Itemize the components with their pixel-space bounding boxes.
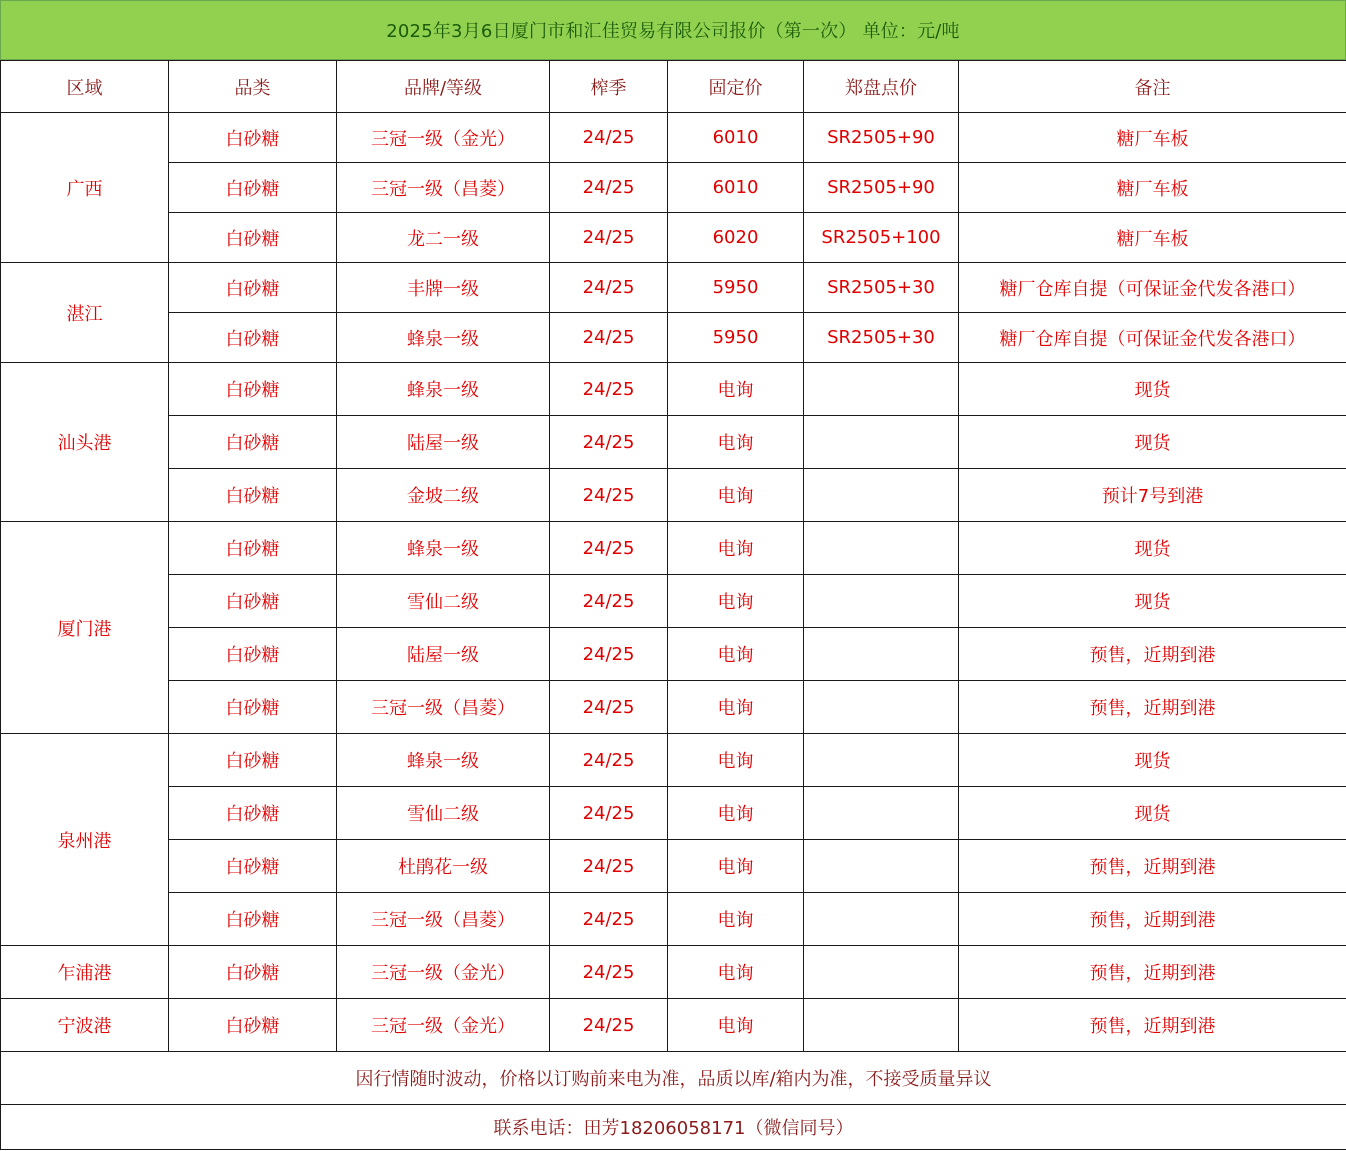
price-cell: 6020 bbox=[668, 213, 804, 263]
season-cell: 24/25 bbox=[550, 263, 668, 313]
disclaimer-note: 因行情随时波动，价格以订购前来电为准，品质以库/箱内为准，不接受质量异议 bbox=[1, 1052, 1346, 1105]
category-cell: 白砂糖 bbox=[169, 113, 337, 163]
region-cell: 泉州港 bbox=[1, 734, 169, 946]
price-cell: 电询 bbox=[668, 628, 804, 681]
note-cell: 预计7号到港 bbox=[959, 469, 1346, 522]
table-row bbox=[1, 469, 1346, 522]
price-cell: 电询 bbox=[668, 469, 804, 522]
table-row bbox=[1, 522, 1346, 575]
column-header-note: 备注 bbox=[959, 61, 1346, 113]
note-cell: 现货 bbox=[959, 522, 1346, 575]
table-row bbox=[1, 263, 1346, 313]
brand-cell: 蜂泉一级 bbox=[337, 522, 550, 575]
category-cell: 白砂糖 bbox=[169, 416, 337, 469]
table-row bbox=[1, 416, 1346, 469]
table-row bbox=[1, 681, 1346, 734]
table-body bbox=[1, 113, 1346, 1052]
brand-cell: 蜂泉一级 bbox=[337, 734, 550, 787]
column-header-futures: 郑盘点价 bbox=[804, 61, 959, 113]
category-cell: 白砂糖 bbox=[169, 522, 337, 575]
brand-cell: 三冠一级（金光） bbox=[337, 946, 550, 999]
category-cell: 白砂糖 bbox=[169, 363, 337, 416]
category-cell: 白砂糖 bbox=[169, 575, 337, 628]
price-cell: 电询 bbox=[668, 893, 804, 946]
region-cell: 广西 bbox=[1, 113, 169, 263]
futures-cell bbox=[804, 999, 959, 1052]
category-cell: 白砂糖 bbox=[169, 999, 337, 1052]
table-row bbox=[1, 313, 1346, 363]
table-row bbox=[1, 628, 1346, 681]
futures-cell bbox=[804, 893, 959, 946]
futures-cell bbox=[804, 787, 959, 840]
brand-cell: 三冠一级（昌菱） bbox=[337, 163, 550, 213]
header-row bbox=[1, 61, 1346, 113]
note-cell: 预售，近期到港 bbox=[959, 946, 1346, 999]
season-cell: 24/25 bbox=[550, 628, 668, 681]
table-row bbox=[1, 946, 1346, 999]
region-cell: 宁波港 bbox=[1, 999, 169, 1052]
price-cell: 电询 bbox=[668, 840, 804, 893]
brand-cell: 龙二一级 bbox=[337, 213, 550, 263]
futures-cell bbox=[804, 575, 959, 628]
season-cell: 24/25 bbox=[550, 416, 668, 469]
season-cell: 24/25 bbox=[550, 681, 668, 734]
season-cell: 24/25 bbox=[550, 787, 668, 840]
price-cell: 5950 bbox=[668, 313, 804, 363]
page-title: 2025年3月6日厦门市和汇佳贸易有限公司报价（第一次） 单位：元/吨 bbox=[0, 0, 1346, 60]
table-row bbox=[1, 787, 1346, 840]
price-cell: 6010 bbox=[668, 113, 804, 163]
category-cell: 白砂糖 bbox=[169, 263, 337, 313]
price-cell: 5950 bbox=[668, 263, 804, 313]
category-cell: 白砂糖 bbox=[169, 840, 337, 893]
season-cell: 24/25 bbox=[550, 113, 668, 163]
category-cell: 白砂糖 bbox=[169, 734, 337, 787]
price-cell: 电询 bbox=[668, 681, 804, 734]
brand-cell: 三冠一级（金光） bbox=[337, 999, 550, 1052]
category-cell: 白砂糖 bbox=[169, 628, 337, 681]
note-cell: 现货 bbox=[959, 575, 1346, 628]
futures-cell bbox=[804, 469, 959, 522]
column-header-season: 榨季 bbox=[550, 61, 668, 113]
region-cell: 湛江 bbox=[1, 263, 169, 363]
season-cell: 24/25 bbox=[550, 575, 668, 628]
note-cell: 糖厂车板 bbox=[959, 213, 1346, 263]
futures-cell bbox=[804, 363, 959, 416]
futures-cell bbox=[804, 522, 959, 575]
brand-cell: 陆屋一级 bbox=[337, 416, 550, 469]
price-cell: 电询 bbox=[668, 416, 804, 469]
category-cell: 白砂糖 bbox=[169, 213, 337, 263]
region-cell: 厦门港 bbox=[1, 522, 169, 734]
brand-cell: 杜鹃花一级 bbox=[337, 840, 550, 893]
futures-cell bbox=[804, 946, 959, 999]
table-row bbox=[1, 363, 1346, 416]
futures-cell bbox=[804, 734, 959, 787]
note-cell: 现货 bbox=[959, 416, 1346, 469]
futures-cell: SR2505+90 bbox=[804, 163, 959, 213]
season-cell: 24/25 bbox=[550, 313, 668, 363]
futures-cell: SR2505+90 bbox=[804, 113, 959, 163]
brand-cell: 蜂泉一级 bbox=[337, 313, 550, 363]
note-cell: 糖厂车板 bbox=[959, 163, 1346, 213]
category-cell: 白砂糖 bbox=[169, 681, 337, 734]
category-cell: 白砂糖 bbox=[169, 946, 337, 999]
note-cell: 预售，近期到港 bbox=[959, 628, 1346, 681]
price-cell: 电询 bbox=[668, 999, 804, 1052]
note-cell: 现货 bbox=[959, 363, 1346, 416]
season-cell: 24/25 bbox=[550, 946, 668, 999]
note-cell: 预售，近期到港 bbox=[959, 893, 1346, 946]
futures-cell bbox=[804, 840, 959, 893]
note-cell: 现货 bbox=[959, 734, 1346, 787]
table-row bbox=[1, 840, 1346, 893]
brand-cell: 雪仙二级 bbox=[337, 787, 550, 840]
price-table bbox=[0, 60, 1346, 1150]
note-cell: 预售，近期到港 bbox=[959, 999, 1346, 1052]
season-cell: 24/25 bbox=[550, 522, 668, 575]
category-cell: 白砂糖 bbox=[169, 787, 337, 840]
season-cell: 24/25 bbox=[550, 999, 668, 1052]
column-header-category: 品类 bbox=[169, 61, 337, 113]
note-cell: 预售，近期到港 bbox=[959, 681, 1346, 734]
table-row bbox=[1, 213, 1346, 263]
season-cell: 24/25 bbox=[550, 213, 668, 263]
region-cell: 乍浦港 bbox=[1, 946, 169, 999]
season-cell: 24/25 bbox=[550, 163, 668, 213]
price-cell: 6010 bbox=[668, 163, 804, 213]
table-row bbox=[1, 163, 1346, 213]
brand-cell: 陆屋一级 bbox=[337, 628, 550, 681]
brand-cell: 金坡二级 bbox=[337, 469, 550, 522]
category-cell: 白砂糖 bbox=[169, 163, 337, 213]
season-cell: 24/25 bbox=[550, 734, 668, 787]
futures-cell bbox=[804, 416, 959, 469]
note-cell: 糖厂仓库自提（可保证金代发各港口） bbox=[959, 313, 1346, 363]
season-cell: 24/25 bbox=[550, 893, 668, 946]
table-row bbox=[1, 734, 1346, 787]
price-cell: 电询 bbox=[668, 734, 804, 787]
price-cell: 电询 bbox=[668, 522, 804, 575]
contact-info: 联系电话：田芳18206058171（微信同号） bbox=[1, 1105, 1346, 1150]
futures-cell bbox=[804, 681, 959, 734]
price-cell: 电询 bbox=[668, 363, 804, 416]
note-cell: 现货 bbox=[959, 787, 1346, 840]
column-header-region: 区域 bbox=[1, 61, 169, 113]
category-cell: 白砂糖 bbox=[169, 893, 337, 946]
price-cell: 电询 bbox=[668, 787, 804, 840]
brand-cell: 丰牌一级 bbox=[337, 263, 550, 313]
brand-cell: 三冠一级（昌菱） bbox=[337, 893, 550, 946]
futures-cell bbox=[804, 628, 959, 681]
category-cell: 白砂糖 bbox=[169, 313, 337, 363]
brand-cell: 雪仙二级 bbox=[337, 575, 550, 628]
brand-cell: 三冠一级（金光） bbox=[337, 113, 550, 163]
table-row bbox=[1, 999, 1346, 1052]
column-header-price: 固定价 bbox=[668, 61, 804, 113]
season-cell: 24/25 bbox=[550, 469, 668, 522]
price-cell: 电询 bbox=[668, 575, 804, 628]
table-row bbox=[1, 893, 1346, 946]
season-cell: 24/25 bbox=[550, 363, 668, 416]
region-cell: 汕头港 bbox=[1, 363, 169, 522]
note-cell: 糖厂车板 bbox=[959, 113, 1346, 163]
season-cell: 24/25 bbox=[550, 840, 668, 893]
note-cell: 预售，近期到港 bbox=[959, 840, 1346, 893]
brand-cell: 蜂泉一级 bbox=[337, 363, 550, 416]
category-cell: 白砂糖 bbox=[169, 469, 337, 522]
table-row bbox=[1, 113, 1346, 163]
column-header-brand: 品牌/等级 bbox=[337, 61, 550, 113]
futures-cell: SR2505+30 bbox=[804, 263, 959, 313]
note-cell: 糖厂仓库自提（可保证金代发各港口） bbox=[959, 263, 1346, 313]
table-row bbox=[1, 575, 1346, 628]
futures-cell: SR2505+100 bbox=[804, 213, 959, 263]
price-cell: 电询 bbox=[668, 946, 804, 999]
brand-cell: 三冠一级（昌菱） bbox=[337, 681, 550, 734]
futures-cell: SR2505+30 bbox=[804, 313, 959, 363]
